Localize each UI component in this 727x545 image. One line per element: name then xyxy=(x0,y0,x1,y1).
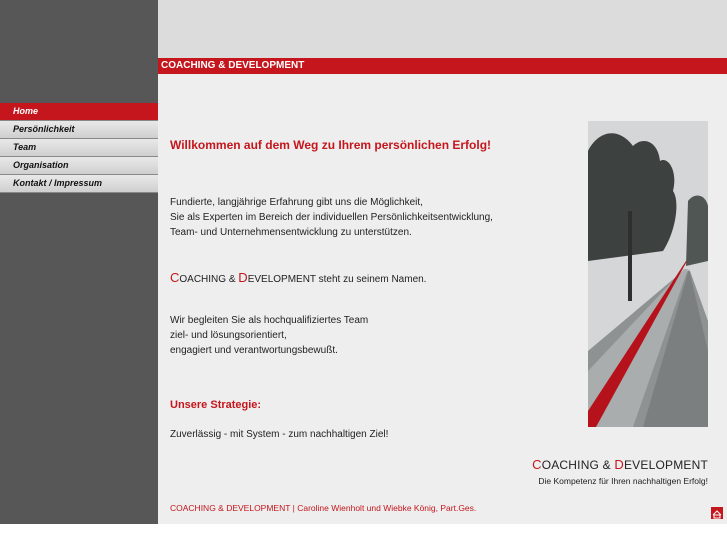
team-line-1: Wir begleiten Sie als hochqualifiziertes Team xyxy=(170,315,369,326)
intro-paragraph xyxy=(170,195,493,240)
brand-statement xyxy=(170,270,426,287)
nav-kontakt-impressum[interactable]: Kontakt / Impressum xyxy=(0,175,158,193)
strategy-heading: Unsere Strategie: xyxy=(170,399,262,411)
intro-line-2: Sie als Experten im Bereich der individuellen Persönlichkeitsentwicklung, xyxy=(170,212,493,223)
road-photo xyxy=(588,121,708,427)
home-icon[interactable] xyxy=(711,507,723,519)
nav-home[interactable]: Home xyxy=(0,103,158,121)
tagline-oaching: OACHING & xyxy=(541,458,615,472)
tagline-initial-d: D xyxy=(614,457,624,472)
nav-team[interactable]: Team xyxy=(0,139,158,157)
welcome-heading: Willkommen auf dem Weg zu Ihrem persönlichen Erfolg! xyxy=(170,138,492,152)
nav-persoenlichkeit[interactable]: Persönlichkeit xyxy=(0,121,158,139)
team-line-3: engagiert und verantwortungsbewußt. xyxy=(170,345,338,356)
main-nav xyxy=(0,103,158,193)
tagline-evelopment: EVELOPMENT xyxy=(623,458,708,472)
intro-line-3: Team- und Unternehmensentwicklung zu unterstützen. xyxy=(170,227,412,238)
team-paragraph xyxy=(170,313,368,358)
brand-initial-d: D xyxy=(238,270,248,285)
brand-oaching: OACHING & xyxy=(179,274,239,285)
team-line-2: ziel- und lösungsorientiert, xyxy=(170,330,287,341)
intro-line-1: Fundierte, langjährige Erfahrung gibt uns die Möglichkeit, xyxy=(170,197,423,208)
brand-statement-rest: steht zu seinem Namen. xyxy=(315,274,427,285)
nav-organisation[interactable]: Organisation xyxy=(0,157,158,175)
footer-text: COACHING & DEVELOPMENT | Caroline Wienholt und Wiebke König, Part.Ges. xyxy=(170,503,477,513)
brand-initial-c: C xyxy=(170,270,180,285)
page-title-bar: COACHING & DEVELOPMENT xyxy=(158,58,727,74)
tagline-brand xyxy=(532,457,708,472)
road-photo-image xyxy=(588,121,708,427)
tagline-subtitle: Die Kompetenz für Ihren nachhaltigen Erfolg! xyxy=(538,476,708,486)
brand-evelopment: EVELOPMENT xyxy=(247,274,316,285)
sidebar xyxy=(0,0,158,524)
tagline-initial-c: C xyxy=(532,457,542,472)
home-icon-glyph xyxy=(711,508,723,520)
header-banner xyxy=(158,0,727,58)
strategy-text: Zuverlässig - mit System - zum nachhaltigen Ziel! xyxy=(170,429,389,440)
